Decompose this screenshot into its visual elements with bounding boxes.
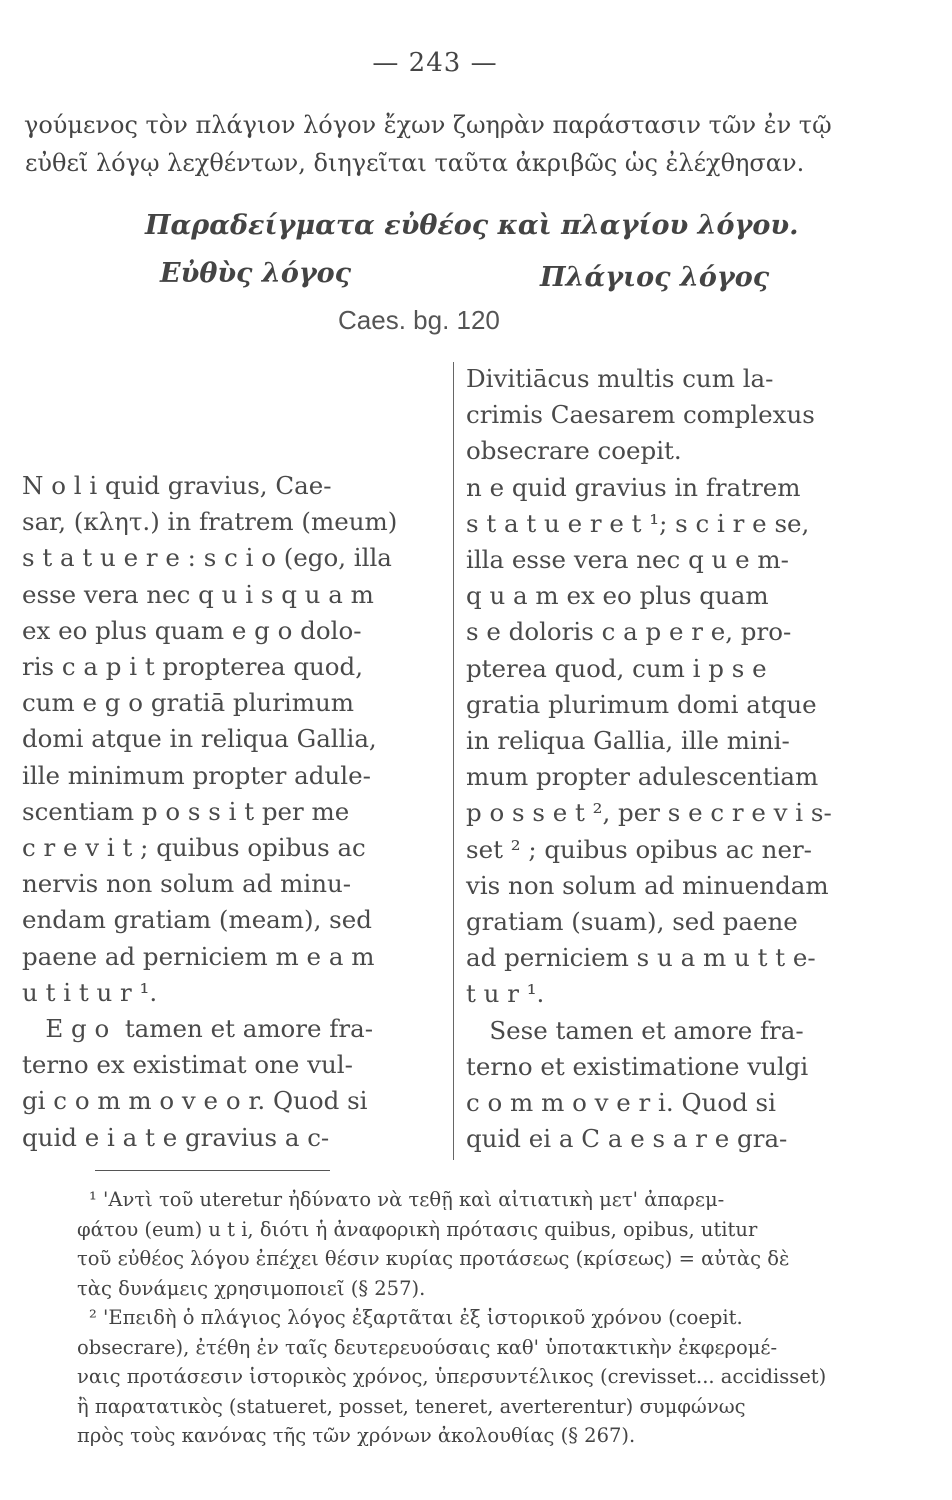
text-line: n e quid gravius in fratrem: [466, 472, 801, 502]
text-line: gi c o m m o v e o r. Quod si: [22, 1086, 368, 1116]
text-line: sar, (κλητ.) in fratrem (meum): [22, 507, 398, 537]
footnote-line: φάτου (eum) u t i, διότι ἡ ἀναφορικὴ πρότασις quibus, opibus, utitur: [77, 1217, 758, 1241]
text-line: Divitiācus multis cum la-: [466, 364, 774, 393]
text-line: s t a t u e r e : s c i o (ego, illa: [22, 543, 392, 573]
text-line: gratiam (suam), sed paene: [466, 907, 798, 937]
text-line: terno et existimatione vulgi: [466, 1051, 809, 1081]
intro-line: εὐθεῖ λόγῳ λεχθέντων, διηγεῖται ταῦτα ἀκριβῶς ὡς ἐλέχθησαν.: [25, 149, 805, 177]
text-line: ille minimum propter adule-: [22, 760, 371, 790]
footnote-line: ἢ παρατατικὸς (statueret, posset, teneret, averterentur) συμφώνως: [77, 1394, 746, 1418]
footnote-line: τὰς δυνάμεις χρησιμοποιεῖ (§ 257).: [77, 1276, 426, 1300]
text-line: s t a t u e r e t ¹; s c i r e se,: [466, 508, 810, 538]
footnote-line: πρὸς τοὺς κανόνας τῆς τῶν χρόνων ἀκολουθίας (§ 267).: [77, 1424, 636, 1447]
text-line: in reliqua Gallia, ille mini-: [466, 726, 790, 756]
left-column-direct-speech: [22, 468, 432, 1156]
text-line: terno ex existimat one vul-: [22, 1050, 353, 1080]
text-line: quid ei a C a e s a r e gra-: [466, 1124, 788, 1154]
text-line: domi atque in reliqua Gallia,: [22, 724, 377, 754]
source-citation: Caes. bg. 120: [338, 305, 500, 335]
text-line: gratia plurimum domi atque: [466, 689, 817, 719]
text-line: scentiam p o s s i t per me: [22, 796, 350, 826]
footnote-line: ¹ 'Αντὶ τοῦ uteretur ἠδύνατο νὰ τεθῇ καὶ αἰτιατικὴ μετ' ἀπαρεμ-: [89, 1188, 725, 1211]
footnote-line: ναις προτάσεσιν ἱστορικὸς χρόνος, ὑπερσυντέλικος (crevisset... accidisset): [77, 1365, 827, 1388]
text-line: endam gratiam (meam), sed: [22, 905, 372, 935]
text-line: Sese tamen et amore fra-: [466, 1015, 804, 1045]
text-line: cum e g o gratiā plurimum: [22, 688, 354, 718]
text-line: ris c a p i t propterea quod,: [22, 652, 364, 682]
text-line: quid e i a t e gravius a c-: [22, 1122, 330, 1152]
text-line: c o m m o v e r i. Quod si: [466, 1088, 776, 1118]
text-line: mum propter adulescentiam: [466, 762, 819, 792]
intro-paragraph: [24, 106, 924, 182]
text-line: E g o tamen et amore fra-: [22, 1014, 373, 1044]
footnote-line: τοῦ εὐθέος λόγου ἐπέχει θέσιν κυρίας προτάσεως (κρίσεως) = αὐτὰς δὲ: [77, 1247, 790, 1270]
page-number: — 243 —: [372, 48, 498, 78]
text-line: vis non solum ad minuendam: [466, 870, 829, 900]
footnotes: [55, 1185, 855, 1451]
text-line: q u a m ex eo plus quam: [466, 581, 769, 611]
column-divider: [453, 362, 454, 1160]
text-line: illa esse vera nec q u e m-: [466, 545, 789, 575]
text-line: crimis Caesarem complexus: [466, 400, 815, 430]
intro-line: γούμενος τὸν πλάγιον λόγον ἔχων ζωηρὰν παράστασιν τῶν ἐν τῷ: [24, 111, 832, 139]
text-line: c r e v i t ; quibus opibus ac: [22, 833, 366, 863]
text-line: nervis non solum ad minu-: [22, 869, 352, 899]
text-line: pterea quod, cum i p s e: [466, 653, 767, 683]
right-column-title: Πλάγιος λόγος: [540, 262, 770, 293]
footnote-rule: [95, 1170, 330, 1171]
text-line: p o s s e t ², per s e c r e v i s-: [466, 798, 832, 828]
text-line: t u r ¹.: [466, 979, 545, 1009]
left-column-title: Εὐθὺς λόγος: [160, 258, 352, 289]
text-line: ad perniciem s u a m u t t e-: [466, 943, 816, 973]
text-line: obsecrare coepit.: [466, 436, 682, 466]
text-line: paene ad perniciem m e a m: [22, 941, 375, 971]
section-heading: Παραδείγματα εὐθέος καὶ πλαγίου λόγου.: [145, 210, 799, 241]
text-line: esse vera nec q u i s q u a m: [22, 579, 374, 609]
text-line: ex eo plus quam e g o dolo-: [22, 615, 362, 645]
right-column-indirect-speech: [466, 361, 844, 1157]
text-line: s e doloris c a p e r e, pro-: [466, 617, 792, 647]
footnote-line: obsecrare), ἐτέθη ἐν ταῖς δευτερευούσαις καθ' ὑποτακτικὴν ἐκφερομέ-: [77, 1335, 778, 1359]
text-line: set ² ; quibus opibus ac ner-: [466, 834, 812, 864]
text-line: N o l i quid gravius, Cae-: [22, 471, 332, 500]
text-line: u t i t u r ¹.: [22, 977, 158, 1007]
footnote-line: ² 'Επειδὴ ὁ πλάγιος λόγος ἐξαρτᾶται ἐξ ἱστορικοῦ χρόνου (coepit.: [89, 1306, 743, 1329]
